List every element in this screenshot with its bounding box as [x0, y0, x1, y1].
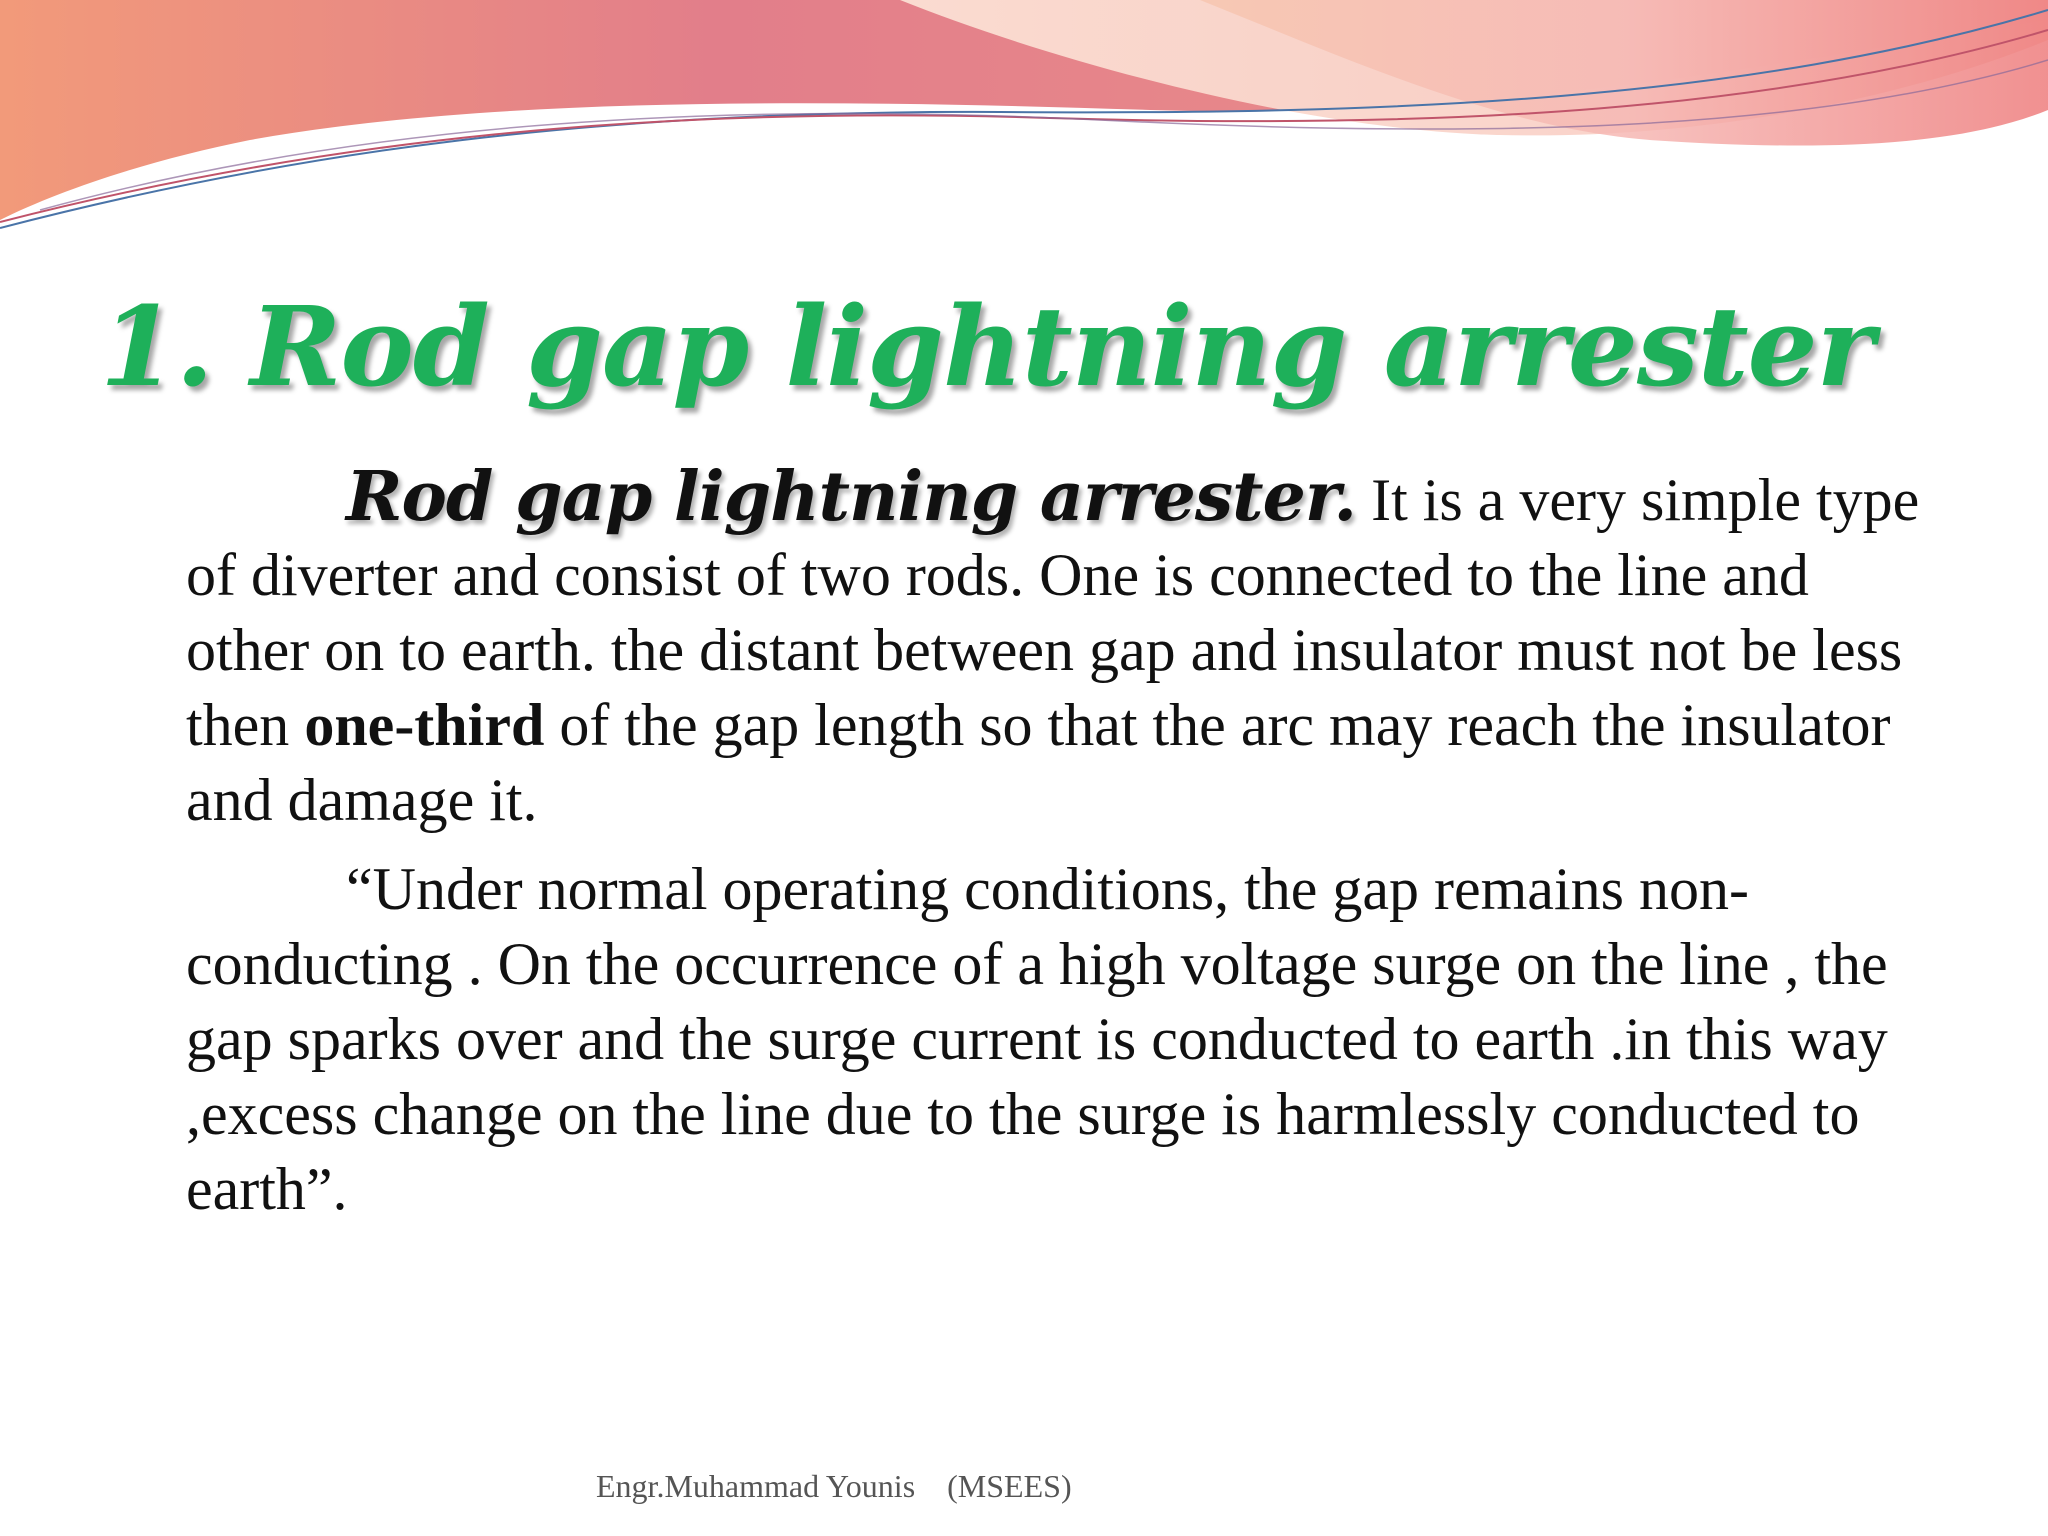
paragraph-lead-term: Rod gap lightning arrester.	[346, 457, 1357, 537]
paragraph-emphasis: one-third	[304, 692, 545, 758]
footer-credential: (MSEES)	[947, 1468, 1072, 1504]
footer-author: Engr.Muhammad Younis	[596, 1468, 916, 1504]
paragraph-text-a: It is a very simple type of diverter and consist of two rods. One is connected to the line and other on to earth. the distant between gap and insulator must not be less then	[186, 467, 1920, 758]
paragraph-quote: “Under normal operating conditions, the gap remains non-conducting . On the occurrence of a high voltage surge on the line , the gap sparks over and the surge current is conducted to earth .in this way ,excess change on the line due to the surge is harmlessly conducted to earth”.	[186, 856, 1888, 1222]
slide-body	[186, 457, 1926, 1237]
slide-title: 1. Rod gap lightning arrester	[100, 282, 1874, 411]
paragraph-definition	[186, 457, 1926, 838]
paragraph-text-b: of the gap length so that the arc may reach the insulator and damage it.	[186, 692, 1891, 833]
slide-footer	[596, 1466, 1072, 1506]
header-wave-decoration	[0, 0, 2048, 240]
